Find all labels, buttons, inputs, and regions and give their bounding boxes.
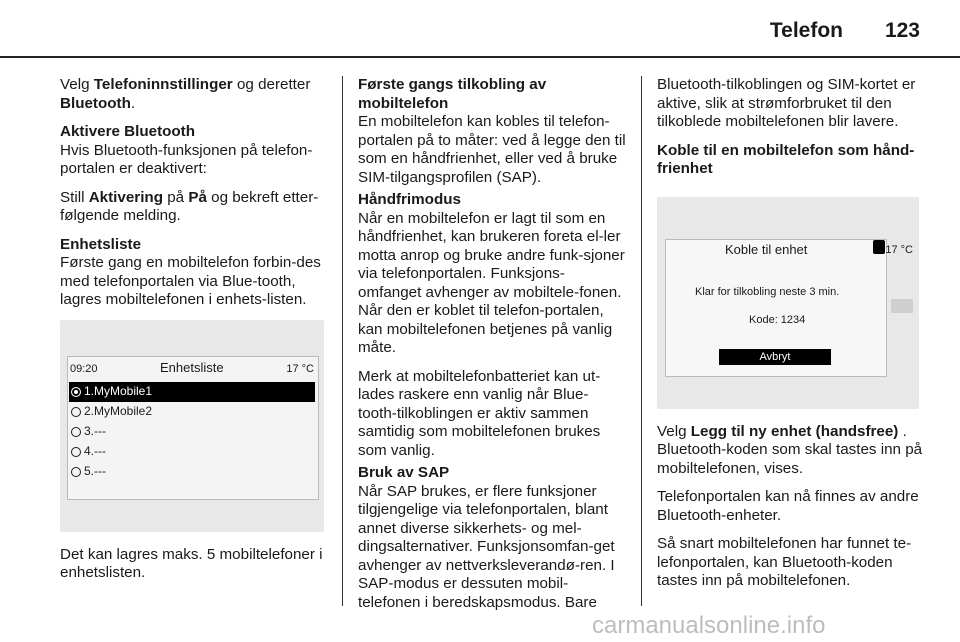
cancel-button[interactable]: Avbryt <box>719 349 831 365</box>
list-item[interactable]: 1.MyMobile1 <box>69 382 315 402</box>
column-2 <box>358 76 626 622</box>
heading-handfrimodus: Håndfrimodus <box>358 191 461 208</box>
paragraph: Når SAP brukes, er flere funksjoner tilgjengelige via telefonportalen, blant annet diverse sikkerhets- og mel-dingsalternativer. Funksjonsomfan-get avhenger av nettverksleverandø-ren. I SAP-modus er dessuten mobil-telefonen i beredskapsmodus. Bare <box>358 482 615 611</box>
radio-icon <box>71 427 81 437</box>
radio-icon <box>71 447 81 457</box>
list-item[interactable]: 4.--- <box>69 442 315 462</box>
device-list <box>69 382 315 482</box>
list-item[interactable]: 2.MyMobile2 <box>69 402 315 422</box>
paragraph: Bluetooth-tilkoblingen og SIM-kortet er aktive, slik at strømforbruket til den tilkoblede mobiltelefonen blir lavere. <box>657 76 916 130</box>
column-divider <box>342 76 343 606</box>
phone-icon <box>873 240 885 254</box>
heading-koble-til-mobiltelefon: Koble til en mobiltelefon som hånd-frienhet <box>657 141 915 177</box>
paragraph: Merk at mobiltelefonbatteriet kan ut-lades raskere enn vanlig når Blue-tooth-tilkoblingen er aktiv sammen samtidig som mobiltelefonen brukes som vanlig. <box>358 367 601 459</box>
screen-status-bar <box>68 356 318 378</box>
radio-icon <box>71 467 81 477</box>
paragraph: En mobiltelefon kan kobles til telefon-portalen på to måter: ved å legge den til som en håndfrienhet, eller ved å bruke SIM-tilgangsprofilen (SAP). <box>358 113 626 186</box>
status-message: Klar for tilkobling neste 3 min. <box>695 285 840 298</box>
temperature: 17 °C <box>885 243 913 256</box>
clock: 09:20 <box>70 362 98 375</box>
header-rule <box>0 56 960 58</box>
list-item[interactable]: 3.--- <box>69 422 315 442</box>
heading-aktivere-bluetooth: Aktivere Bluetooth <box>60 123 196 140</box>
column-3 <box>657 76 925 601</box>
paragraph: Første gang en mobiltelefon forbin-des med telefonportalen via Blue-tooth, lagres mobiltelefonen i enhets-listen. <box>60 254 321 308</box>
watermark: carmanualsonline.info <box>592 612 826 639</box>
heading-enhetsliste: Enhetsliste <box>60 235 142 253</box>
screen-title: Koble til enhet <box>725 241 808 257</box>
heading-forste-gangs-tilkobling: Første gangs tilkobling av mobiltelefon <box>358 76 547 112</box>
column-divider <box>641 76 642 606</box>
temperature: 17 °C <box>286 362 314 375</box>
paragraph: Hvis Bluetooth-funksjonen på telefon-portalen er deaktivert: <box>60 141 313 177</box>
page-header <box>0 0 960 60</box>
device-list-screenshot <box>60 320 324 532</box>
list-item[interactable]: 5.--- <box>69 462 315 482</box>
screen-title: Enhetsliste <box>160 359 224 375</box>
radio-selected-icon <box>71 387 81 397</box>
paragraph: Velg Legg til ny enhet (handsfree) . Bluetooth-koden som skal tastes inn på mobiltelefonen, vises. <box>657 422 923 477</box>
heading-bruk-av-sap: Bruk av SAP <box>358 464 450 481</box>
paragraph: Velg Telefoninnstillinger og deretter Bluetooth. <box>60 76 311 112</box>
paragraph: Telefonportalen kan nå finnes av andre Bluetooth-enheter. <box>657 488 919 524</box>
paragraph: Når en mobiltelefon er lagt til som en håndfrienhet, kan brukeren foreta el-ler motta anrop og bruke andre funk-sjoner via telefonportalen. Funksjons-omfanget avhenger av mobiltele-fonen. Når den er koblet til telefon-portalen, kan mobiltelefonen betjenes på vanlig måte. <box>358 209 625 356</box>
paragraph: Så snart mobiltelefonen har funnet te-lefonportalen, kan Bluetooth-koden tastes inn på mobiltelefonen. <box>657 535 912 589</box>
page-number: 123 <box>884 19 920 42</box>
paragraph: Still Aktivering på På og bekreft etter-følgende melding. <box>60 188 319 224</box>
page-title: Telefon <box>769 19 843 42</box>
radio-icon <box>71 407 81 417</box>
pairing-code: Kode: 1234 <box>749 313 806 326</box>
side-selector <box>891 299 913 313</box>
paragraph: Det kan lagres maks. 5 mobiltelefoner i enhetslisten. <box>60 545 323 581</box>
pair-device-screenshot <box>657 197 919 409</box>
column-1 <box>60 76 328 593</box>
